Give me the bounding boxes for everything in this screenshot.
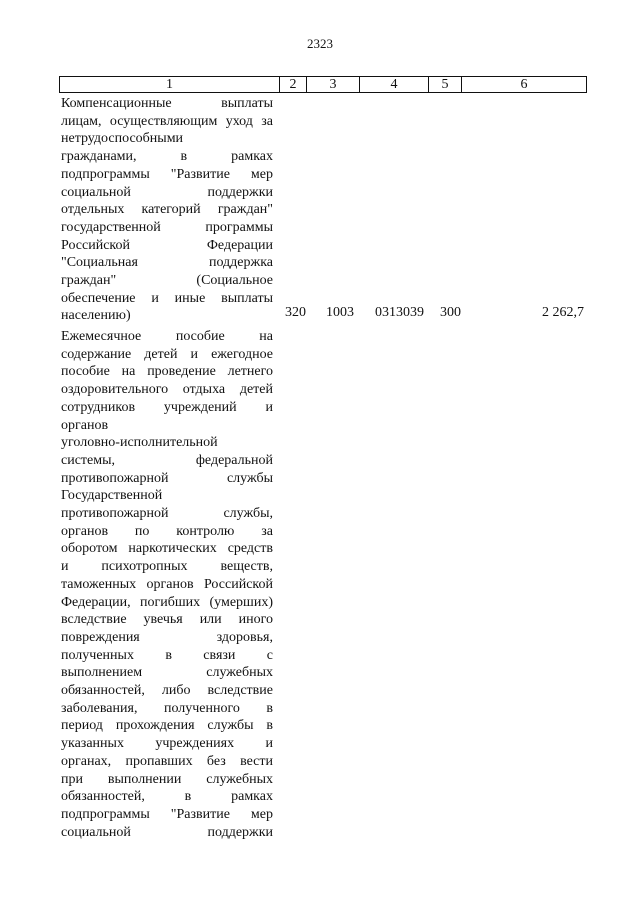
description-line: таможенных органов Российской bbox=[61, 576, 273, 592]
row-1-col-4: 0313039 bbox=[375, 305, 424, 320]
description-line: противопожарной службы bbox=[61, 470, 273, 486]
column-header-4: 4 bbox=[360, 77, 429, 92]
row-1-col-5: 300 bbox=[440, 305, 461, 320]
row-1-description bbox=[61, 95, 273, 325]
description-line: государственной программы bbox=[61, 219, 273, 235]
description-line: оздоровительного отдыха детей bbox=[61, 382, 273, 398]
description-line: сотрудников учреждений и bbox=[61, 399, 273, 415]
description-line: лицам, осуществляющим уход за bbox=[61, 113, 273, 129]
column-header-6: 6 bbox=[520, 77, 528, 92]
table-header-row bbox=[59, 76, 587, 93]
description-line: населению) bbox=[61, 308, 131, 324]
description-line: подпрограммы "Развитие мер bbox=[61, 166, 273, 182]
description-line: выполнением служебных bbox=[61, 665, 273, 681]
row-2-description bbox=[61, 328, 273, 841]
description-line: отдельных категорий граждан" bbox=[61, 202, 273, 218]
description-line: социальной поддержки bbox=[61, 824, 273, 840]
description-line: противопожарной службы, bbox=[61, 506, 273, 522]
description-line: обязанностей, в рамках bbox=[61, 789, 273, 805]
description-line: вследствие увечья или иного bbox=[61, 612, 273, 628]
description-line: подпрограммы "Развитие мер bbox=[61, 806, 273, 822]
description-line: органах, пропавших без вести bbox=[61, 753, 273, 769]
description-line: органов bbox=[61, 417, 109, 433]
description-line: социальной поддержки bbox=[61, 184, 273, 200]
description-line: Российской Федерации bbox=[61, 237, 273, 253]
description-line: органов по контролю за bbox=[61, 523, 273, 539]
description-line: гражданами, в рамках bbox=[61, 149, 273, 165]
row-1-col-2: 320 bbox=[285, 305, 306, 320]
description-line: и психотропных веществ, bbox=[61, 559, 273, 575]
description-line: Ежемесячное пособие на bbox=[61, 329, 273, 344]
description-line: системы, федеральной bbox=[61, 452, 273, 468]
description-line: обязанностей, либо вследствие bbox=[61, 683, 273, 699]
row-1-col-3: 1003 bbox=[326, 305, 354, 320]
description-line: период прохождения службы в bbox=[61, 718, 273, 734]
description-line: пособие на проведение летнего bbox=[61, 364, 273, 380]
column-header-2: 2 bbox=[280, 77, 307, 92]
column-header-5: 5 bbox=[429, 77, 462, 92]
description-line: граждан" (Социальное bbox=[61, 273, 273, 289]
column-header-3: 3 bbox=[307, 77, 360, 92]
description-line: при выполнении служебных bbox=[61, 771, 273, 787]
description-line: Государственной bbox=[61, 488, 163, 504]
description-line: заболевания, полученного в bbox=[61, 700, 273, 716]
description-line: "Социальная поддержка bbox=[61, 255, 273, 271]
column-header-1: 1 bbox=[60, 77, 280, 92]
description-line: Компенсационные выплаты bbox=[61, 96, 273, 111]
description-line: оборотом наркотических средств bbox=[61, 541, 273, 557]
description-line: Федерации, погибших (умерших) bbox=[61, 594, 273, 610]
description-line: уголовно-исполнительной bbox=[61, 435, 218, 451]
description-line: содержание детей и ежегодное bbox=[61, 346, 273, 362]
description-line: указанных учреждениях и bbox=[61, 736, 273, 752]
page-number: 2323 bbox=[307, 36, 333, 51]
description-line: повреждения здоровья, bbox=[61, 629, 273, 645]
description-line: полученных в связи с bbox=[61, 647, 273, 663]
description-line: нетрудоспособными bbox=[61, 131, 184, 147]
description-line: обеспечение и иные выплаты bbox=[61, 290, 273, 306]
row-1-col-6: 2 262,7 bbox=[542, 305, 584, 320]
